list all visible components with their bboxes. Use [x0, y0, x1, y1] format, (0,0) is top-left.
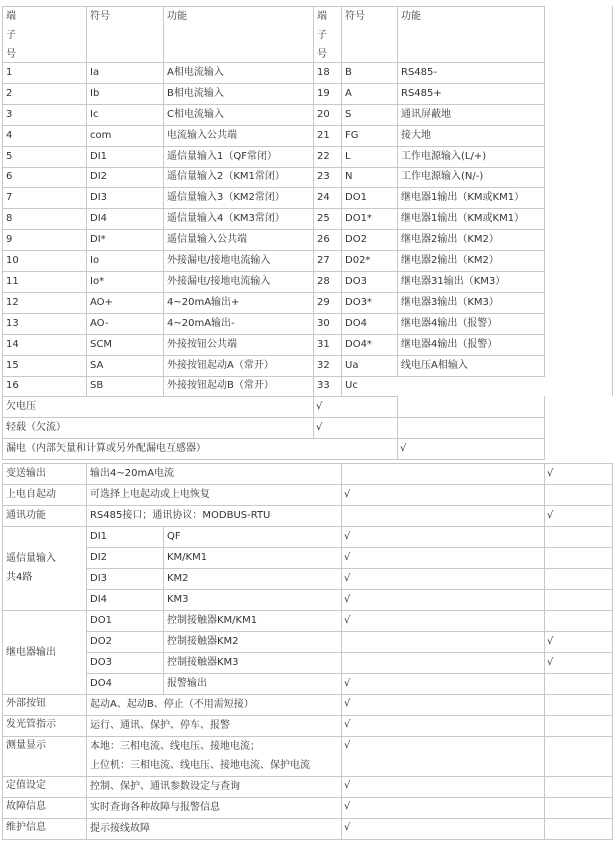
terminal-function: 工作电源输入(L/+) — [401, 150, 487, 162]
terminal-number: 18 — [317, 66, 330, 78]
terminal-function: 电流输入公共端 — [167, 129, 237, 141]
table-rule — [86, 526, 87, 611]
table-rule — [341, 736, 342, 777]
feature-description: 控制接触器KM/KM1 — [167, 615, 258, 626]
table-rule — [2, 146, 544, 147]
table-rule — [2, 736, 612, 737]
table-rule — [86, 547, 612, 548]
table-rule — [163, 6, 164, 397]
table-rule — [2, 187, 544, 188]
terminal-function: 继电器1输出（KM或KM1） — [401, 213, 525, 225]
table-rule — [86, 776, 87, 798]
terminal-function: C相电流输入 — [167, 108, 224, 120]
table-rule — [2, 484, 612, 485]
table-rule — [2, 797, 612, 798]
terminal-symbol: SA — [90, 359, 104, 371]
table-rule — [86, 589, 612, 590]
check-mark: √ — [344, 594, 351, 605]
check-mark: √ — [344, 552, 351, 563]
table-rule — [86, 673, 612, 674]
protection-function-label: 漏电（内部矢量和计算或另外配漏电互感器） — [6, 443, 206, 455]
header-function: 功能 — [401, 11, 421, 22]
feature-label: 通讯功能 — [6, 510, 46, 521]
table-rule — [2, 271, 544, 272]
feature-description: KM2 — [167, 573, 189, 584]
feature-label: 故障信息 — [6, 801, 46, 812]
terminal-number: 32 — [317, 359, 330, 371]
table-rule — [163, 652, 164, 674]
table-rule — [86, 631, 612, 632]
terminal-symbol: Io* — [90, 275, 105, 287]
table-rule — [2, 376, 544, 377]
table-rule — [163, 631, 164, 653]
terminal-number: 13 — [6, 317, 19, 329]
table-rule — [86, 818, 87, 840]
terminal-function: 接大地 — [401, 129, 431, 141]
terminal-function: A相电流输入 — [167, 66, 224, 78]
check-mark: √ — [400, 443, 407, 455]
terminal-symbol: AO- — [90, 317, 109, 329]
terminal-number: 9 — [6, 234, 13, 246]
table-rule — [341, 589, 342, 611]
terminal-function: 遥信量输入1（QF常闭） — [167, 150, 277, 162]
table-rule — [341, 797, 342, 819]
check-mark: √ — [344, 801, 351, 812]
terminal-function: RS485+ — [401, 87, 442, 99]
table-rule — [341, 526, 342, 548]
terminal-symbol: DO3 — [345, 275, 367, 287]
terminal-number: 1 — [6, 66, 13, 78]
terminal-function: 遥信量输入3（KM2常闭） — [167, 192, 285, 204]
terminal-function: 继电器2输出（KM2） — [401, 255, 499, 267]
table-rule — [86, 797, 87, 819]
terminal-number: 30 — [317, 317, 330, 329]
terminal-number: 23 — [317, 171, 330, 183]
terminal-symbol: DO4* — [345, 338, 372, 350]
table-rule — [544, 797, 545, 819]
terminal-number: 22 — [317, 150, 330, 162]
feature-label: 外部按钮 — [6, 698, 46, 709]
table-rule — [544, 6, 545, 377]
table-rule — [612, 6, 613, 396]
terminal-number: 5 — [6, 150, 13, 162]
table-rule — [163, 547, 164, 569]
terminal-symbol: B — [345, 66, 352, 78]
terminal-function: 遥信量输入公共端 — [167, 234, 247, 246]
terminal-number: 31 — [317, 338, 330, 350]
terminal-symbol: Ia — [90, 66, 100, 78]
feature-item-name: DO4 — [90, 678, 112, 689]
terminal-function: 外接按钮公共端 — [167, 338, 237, 350]
terminal-number: 27 — [317, 255, 330, 267]
protection-function-label: 轻载（欠流） — [6, 422, 66, 434]
terminal-function: 4~20mA输出+ — [167, 296, 240, 308]
feature-description: 报警输出 — [167, 678, 207, 689]
terminal-number: 12 — [6, 296, 19, 308]
terminal-function: 外接漏电/接地电流输入 — [167, 275, 271, 287]
table-rule — [341, 673, 342, 695]
table-rule — [2, 334, 544, 335]
table-rule — [2, 610, 612, 611]
header-function: 功能 — [167, 11, 187, 22]
terminal-number: 6 — [6, 171, 13, 183]
header-symbol: 符号 — [345, 11, 365, 22]
terminal-number: 21 — [317, 129, 330, 141]
table-rule — [2, 463, 612, 464]
terminal-number: 26 — [317, 234, 330, 246]
table-rule — [341, 776, 342, 798]
table-rule — [2, 396, 397, 397]
terminal-symbol: A — [345, 87, 352, 99]
terminal-number: 33 — [317, 380, 330, 392]
feature-item-name: DO1 — [90, 615, 112, 626]
terminal-function: 继电器4输出（报警） — [401, 317, 498, 329]
table-rule — [341, 484, 342, 506]
feature-item-name: DO2 — [90, 636, 112, 647]
terminal-number: 25 — [317, 213, 330, 225]
table-rule — [313, 396, 314, 439]
table-rule — [397, 396, 398, 460]
terminal-number: 15 — [6, 359, 19, 371]
table-rule — [2, 6, 3, 397]
terminal-function: 继电器4输出（报警） — [401, 338, 498, 350]
table-rule — [86, 610, 87, 695]
table-rule — [341, 6, 342, 397]
table-rule — [163, 589, 164, 611]
table-rule — [2, 250, 544, 251]
terminal-symbol: Uc — [345, 380, 358, 392]
feature-item-name: DO3 — [90, 657, 112, 668]
table-rule — [163, 568, 164, 590]
terminal-function: 遥信量输入4（KM3常闭） — [167, 213, 285, 225]
feature-label: 维护信息 — [6, 822, 46, 833]
check-mark: √ — [547, 636, 554, 647]
table-rule — [2, 313, 544, 314]
header-terminal-no: 端 子 号 — [317, 11, 327, 60]
table-rule — [544, 526, 545, 548]
terminal-function: 工作电源输入(N/-) — [401, 171, 484, 183]
terminal-number: 29 — [317, 296, 330, 308]
check-mark: √ — [547, 468, 554, 479]
table-rule — [544, 568, 545, 590]
terminal-function: 线电压A相输入 — [401, 359, 468, 371]
terminal-number: 10 — [6, 255, 19, 267]
table-rule — [341, 652, 342, 674]
feature-description: KM3 — [167, 594, 189, 605]
feature-description: 控制接触器KM3 — [167, 657, 239, 668]
feature-description: RS485接口；通讯协议：MODBUS-RTU — [90, 510, 271, 521]
table-rule — [2, 526, 612, 527]
check-mark: √ — [344, 489, 351, 500]
terminal-function: 继电器2输出（KM2） — [401, 234, 499, 246]
check-mark: √ — [316, 422, 323, 434]
terminal-symbol: DI2 — [90, 171, 108, 183]
terminal-number: 2 — [6, 87, 13, 99]
terminal-symbol: Io — [90, 255, 100, 267]
check-mark: √ — [547, 510, 554, 521]
table-rule — [544, 589, 545, 611]
terminal-symbol: DO1* — [345, 213, 372, 225]
protection-function-label: 欠电压 — [6, 401, 36, 413]
table-rule — [544, 396, 545, 460]
terminal-symbol: DO2 — [345, 234, 367, 246]
table-rule — [2, 396, 3, 460]
table-rule — [612, 463, 613, 840]
check-mark: √ — [344, 573, 351, 584]
feature-description: 实时查询各种故障与报警信息 — [90, 802, 220, 813]
table-rule — [544, 652, 545, 674]
table-rule — [341, 694, 342, 716]
check-mark: √ — [344, 740, 351, 751]
terminal-function: 4~20mA输出- — [167, 317, 235, 329]
table-rule — [341, 505, 342, 527]
table-rule — [163, 526, 164, 548]
feature-label: 上电自起动 — [6, 489, 56, 500]
table-rule — [341, 547, 342, 569]
terminal-function: RS485- — [401, 66, 437, 78]
table-rule — [2, 505, 612, 506]
table-rule — [163, 673, 164, 695]
terminal-number: 3 — [6, 108, 13, 120]
check-mark: √ — [344, 822, 351, 833]
terminal-symbol: DO3* — [345, 296, 372, 308]
terminal-symbol: DI* — [90, 234, 106, 246]
table-rule — [2, 83, 544, 84]
table-rule — [2, 229, 544, 230]
table-rule — [544, 694, 545, 716]
terminal-symbol: AO+ — [90, 296, 113, 308]
feature-item-name: DI1 — [90, 531, 108, 542]
check-mark: √ — [316, 401, 323, 413]
feature-description: 起动A、起动B、停止（不用需短接） — [90, 699, 254, 710]
table-rule — [544, 736, 545, 777]
check-mark: √ — [344, 678, 351, 689]
terminal-symbol: Ua — [345, 359, 359, 371]
terminal-symbol: DO4 — [345, 317, 367, 329]
table-rule — [544, 673, 545, 695]
terminal-symbol: S — [345, 108, 352, 120]
terminal-symbol: SB — [90, 380, 104, 392]
table-rule — [2, 776, 612, 777]
table-rule — [2, 417, 544, 418]
table-rule — [86, 736, 87, 777]
terminal-number: 7 — [6, 192, 13, 204]
table-rule — [2, 208, 544, 209]
table-rule — [341, 568, 342, 590]
feature-description: 输出4~20mA电流 — [90, 468, 175, 479]
table-rule — [544, 776, 545, 798]
terminal-symbol: D02* — [345, 255, 371, 267]
terminal-number: 14 — [6, 338, 19, 350]
check-mark: √ — [344, 531, 351, 542]
terminal-function: 继电器31输出（KM3） — [401, 275, 506, 287]
terminal-symbol: L — [345, 150, 351, 162]
feature-description: QF — [167, 531, 181, 542]
terminal-function: B相电流输入 — [167, 87, 224, 99]
table-rule — [341, 610, 342, 632]
table-rule — [86, 484, 87, 506]
terminal-number: 19 — [317, 87, 330, 99]
feature-label: 变送输出 — [6, 468, 46, 479]
table-rule — [2, 355, 544, 356]
table-rule — [2, 818, 612, 819]
terminal-number: 20 — [317, 108, 330, 120]
terminal-symbol: DI4 — [90, 213, 108, 225]
terminal-symbol: SCM — [90, 338, 112, 350]
check-mark: √ — [344, 780, 351, 791]
table-rule — [86, 6, 87, 397]
terminal-symbol: N — [345, 171, 353, 183]
feature-item-name: DI2 — [90, 552, 108, 563]
table-rule — [163, 610, 164, 632]
table-rule — [544, 715, 545, 737]
table-rule — [86, 694, 87, 716]
table-rule — [544, 484, 545, 506]
table-rule — [2, 715, 612, 716]
terminal-number: 8 — [6, 213, 13, 225]
terminal-symbol: FG — [345, 129, 359, 141]
table-rule — [544, 818, 545, 840]
terminal-symbol: Ic — [90, 108, 99, 120]
table-rule — [341, 715, 342, 737]
terminal-number: 4 — [6, 129, 13, 141]
terminal-number: 11 — [6, 275, 19, 287]
feature-description: 可选择上电起动或上电恢复 — [90, 489, 210, 500]
terminal-number: 16 — [6, 380, 19, 392]
feature-item-name: DI3 — [90, 573, 108, 584]
check-mark: √ — [344, 615, 351, 626]
table-rule — [544, 610, 545, 632]
table-rule — [86, 652, 612, 653]
table-rule — [397, 6, 398, 377]
table-rule — [341, 463, 342, 485]
table-rule — [2, 125, 544, 126]
terminal-function: 外接按钮起动A（常开） — [167, 359, 274, 371]
feature-group-label: 继电器输出 — [6, 646, 56, 658]
feature-description: 控制接触器KM2 — [167, 636, 239, 647]
table-rule — [341, 631, 342, 653]
feature-description: KM/KM1 — [167, 552, 208, 563]
table-rule — [544, 631, 545, 653]
terminal-function: 通讯屏蔽地 — [401, 108, 451, 120]
header-terminal-no: 端 子 号 — [6, 11, 16, 60]
feature-group-label: 遥信量输入 共4路 — [6, 553, 56, 583]
header-symbol: 符号 — [90, 11, 110, 22]
feature-description: 运行、通讯、保护、停车、报警 — [90, 720, 230, 731]
table-rule — [2, 6, 544, 7]
terminal-function: 继电器3输出（KM3） — [401, 296, 499, 308]
table-rule — [86, 505, 87, 527]
feature-label: 发光管指示 — [6, 719, 56, 730]
terminal-symbol: DI1 — [90, 150, 108, 162]
feature-description: 提示接线故障 — [90, 823, 150, 834]
table-rule — [2, 167, 544, 168]
feature-description: 本地：三相电流、线电压、接地电流； 上位机：三相电流、线电压、接地电流、保护电流 — [90, 741, 310, 771]
terminal-symbol: Ib — [90, 87, 100, 99]
table-rule — [86, 568, 612, 569]
table-rule — [2, 839, 612, 840]
terminal-symbol: DO1 — [345, 192, 367, 204]
terminal-symbol: DI3 — [90, 192, 108, 204]
feature-label: 测量显示 — [6, 740, 46, 751]
check-mark: √ — [344, 719, 351, 730]
table-rule — [544, 547, 545, 569]
table-rule — [2, 62, 544, 63]
table-rule — [2, 459, 544, 460]
table-rule — [544, 505, 545, 527]
terminal-number: 24 — [317, 192, 330, 204]
check-mark: √ — [344, 698, 351, 709]
table-rule — [341, 818, 342, 840]
table-rule — [313, 6, 314, 397]
table-rule — [2, 292, 544, 293]
terminal-function: 遥信量输入2（KM1常闭） — [167, 171, 285, 183]
feature-item-name: DI4 — [90, 594, 108, 605]
terminal-number: 28 — [317, 275, 330, 287]
table-rule — [2, 463, 3, 840]
terminal-function: 外接按钮起动B（常开） — [167, 380, 274, 392]
table-rule — [2, 694, 612, 695]
table-rule — [2, 438, 544, 439]
table-rule — [86, 715, 87, 737]
terminal-symbol: com — [90, 129, 112, 141]
terminal-function: 继电器1输出（KM或KM1） — [401, 192, 525, 204]
table-rule — [544, 463, 545, 485]
terminal-function: 外接漏电/接地电流输入 — [167, 255, 271, 267]
feature-label: 定值设定 — [6, 780, 46, 791]
table-rule — [86, 463, 87, 485]
feature-description: 控制、保护、通讯参数设定与查询 — [90, 781, 240, 792]
check-mark: √ — [547, 657, 554, 668]
table-rule — [2, 104, 544, 105]
